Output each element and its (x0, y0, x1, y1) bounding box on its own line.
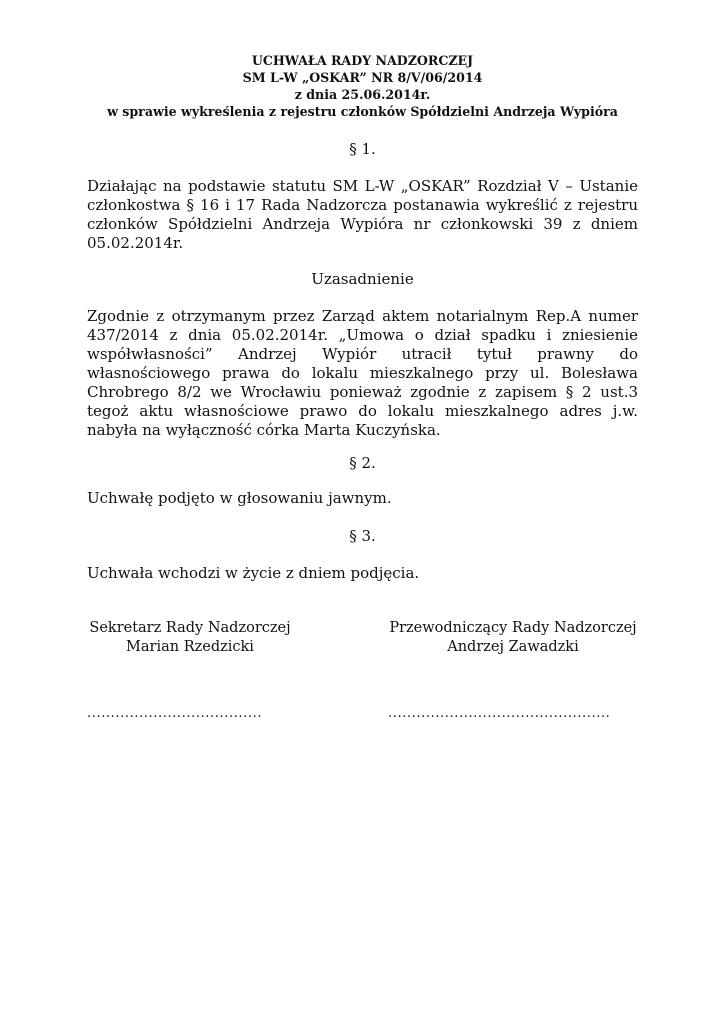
justification-paragraph (87, 307, 638, 440)
secretary-signature-line: ..................................... (87, 706, 263, 721)
section-2-heading: § 2. (349, 454, 376, 472)
paragraph-line: 05.02.2014r. (87, 234, 184, 252)
document-header (60, 52, 665, 120)
resolution-date: z dnia 25.06.2014r. (294, 87, 431, 102)
secretary-role: Sekretarz Rady Nadzorczej (89, 620, 291, 636)
secretary-name: Marian Rzedzicki (126, 639, 254, 655)
section-1-paragraph (87, 177, 638, 253)
signature-block-chairman (363, 619, 663, 657)
paragraph-line: Działając na podstawie statutu SM L-W „OSKAR” Rozdział V – Ustanie (87, 177, 638, 195)
signature-block-secretary (40, 619, 340, 657)
justification-heading: Uzasadnienie (311, 270, 414, 288)
resolution-number: SM L-W „OSKAR” NR 8/V/06/2014 (242, 70, 483, 85)
chairman-role: Przewodniczący Rady Nadzorczej (389, 620, 637, 636)
section-2-text: Uchwałę podjęto w głosowaniu jawnym. (87, 489, 392, 507)
chairman-signature-line: ............................................... (388, 706, 611, 721)
paragraph-line: Chrobrego 8/2 we Wrocławiu ponieważ zgodnie z zapisem § 2 ust.3 (87, 383, 638, 401)
chairman-name: Andrzej Zawadzki (447, 639, 579, 655)
paragraph-line: współwłasności” Andrzej Wypiór utracił tytuł prawny do (87, 345, 638, 363)
paragraph-line: Zgodnie z otrzymanym przez Zarząd aktem notarialnym Rep.A numer (87, 307, 638, 325)
section-3-text: Uchwała wchodzi w życie z dniem podjęcia. (87, 564, 420, 582)
paragraph-line: członkostwa § 16 i 17 Rada Nadzorcza postanawia wykreślić z rejestru (87, 196, 638, 214)
paragraph-line: nabyła na wyłączność córka Marta Kuczyńska. (87, 421, 441, 439)
paragraph-line: tegoż aktu własnościowe prawo do lokalu mieszkalnego adres j.w. (87, 402, 638, 420)
resolution-title: UCHWAŁA RADY NADZORCZEJ (251, 53, 474, 68)
section-1-heading: § 1. (349, 140, 376, 158)
paragraph-line: członków Spółdzielni Andrzeja Wypióra nr członkowski 39 z dniem (87, 215, 638, 233)
resolution-subject: w sprawie wykreślenia z rejestru członków Spółdzielni Andrzeja Wypióra (107, 104, 618, 119)
section-3-heading: § 3. (349, 527, 376, 545)
paragraph-line: własnościowego prawa do lokalu mieszkalnego przy ul. Bolesława (87, 364, 638, 382)
paragraph-line: 437/2014 z dnia 05.02.2014r. „Umowa o dział spadku i zniesienie (87, 326, 638, 344)
